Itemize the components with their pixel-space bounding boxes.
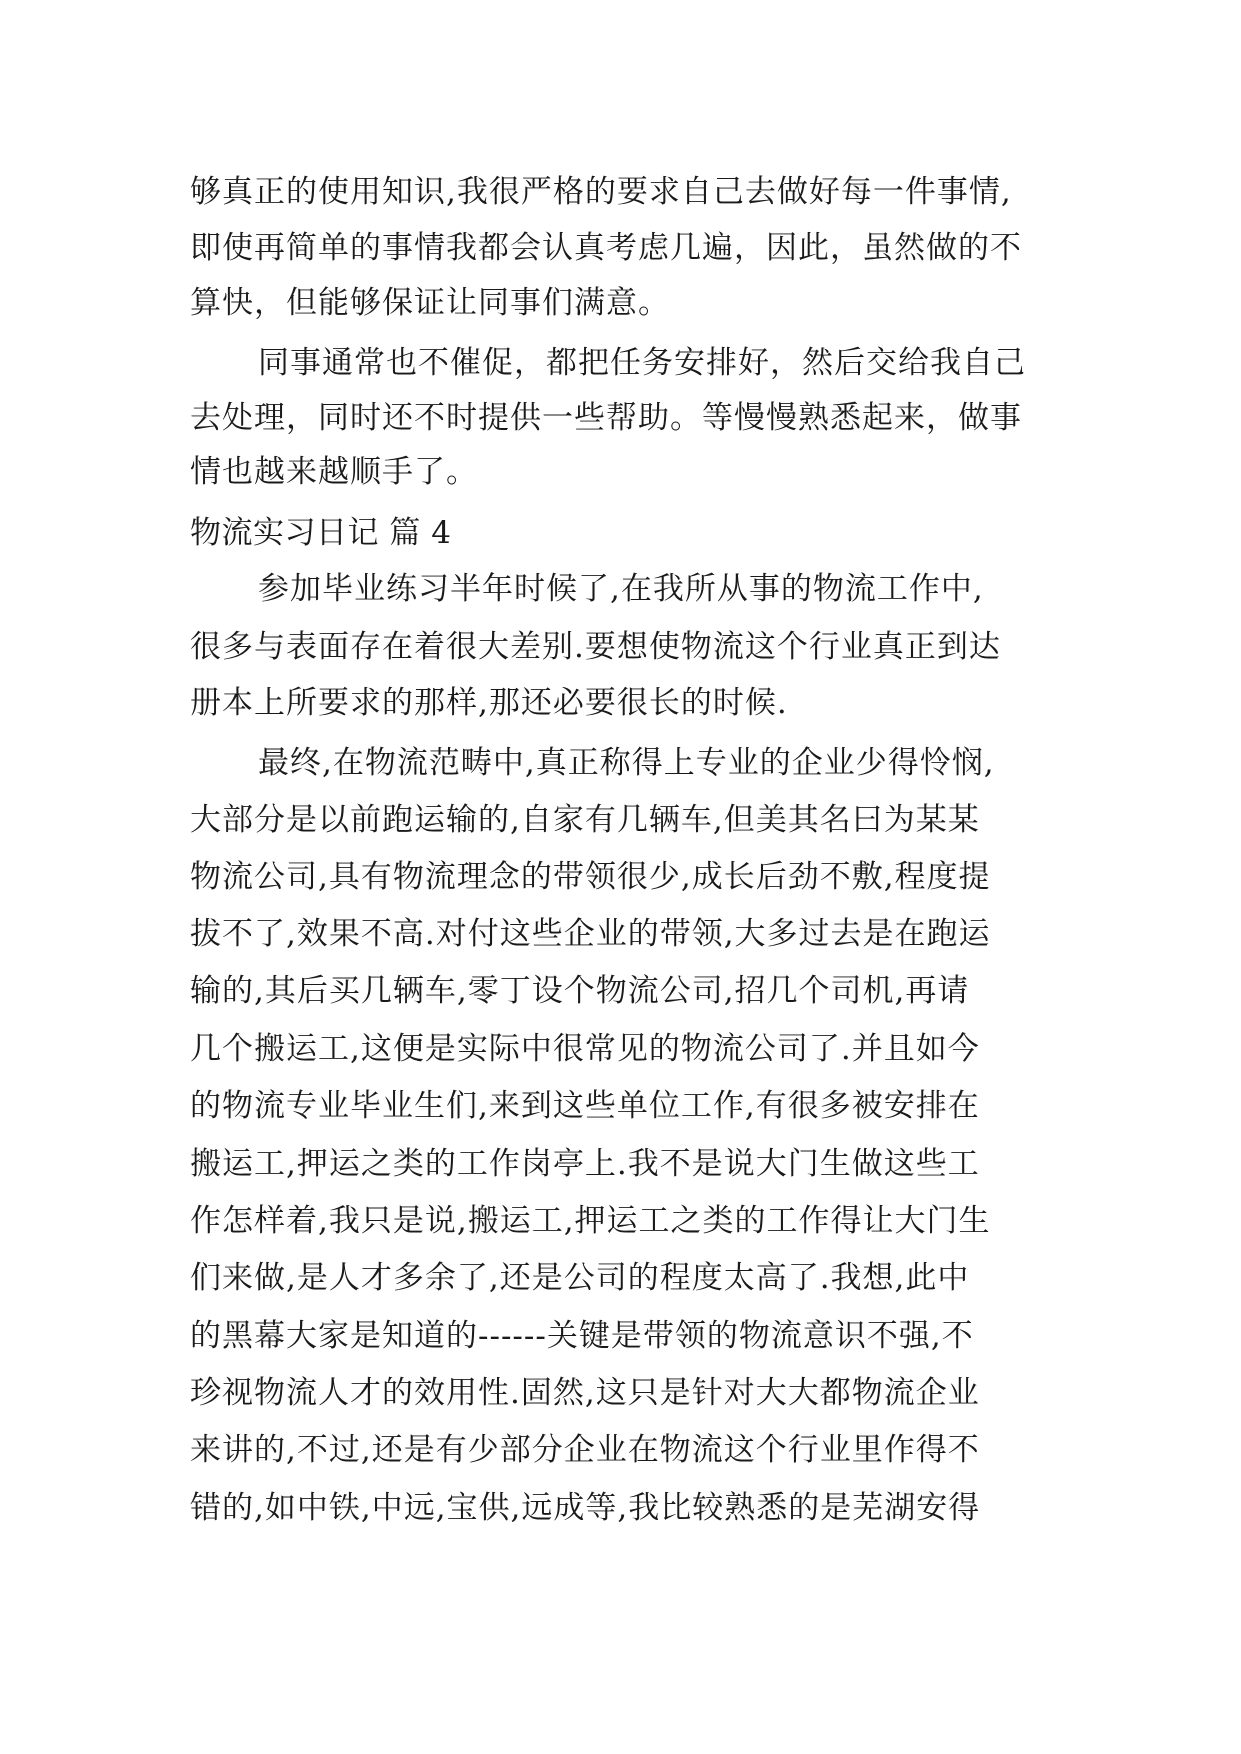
text-line: 参加毕业练习半年时候了,在我所从事的物流工作中, [258,571,984,607]
text-line: 去处理，同时还不时提供一些帮助。等慢慢熟悉起来，做事 [190,400,1022,436]
text-line: 搬运工,押运之类的工作岗亭上.我不是说大门生做这些工 [190,1146,980,1182]
text-line: 的黑幕大家是知道的------关键是带领的物流意识不强,不 [190,1318,974,1354]
text-line: 同事通常也不催促，都把任务安排好，然后交给我自己 [258,345,1026,381]
text-line: 情也越来越顺手了。 [190,454,478,490]
text-line: 很多与表面存在着很大差别.要想使物流这个行业真正到达 [190,629,1001,665]
text-line: 最终,在物流范畴中,真正称得上专业的企业少得怜悯, [258,745,995,781]
text-line: 输的,其后买几辆车,零丁设个物流公司,招几个司机,再请 [190,973,970,1009]
section-heading: 物流实习日记 篇 4 [190,515,452,551]
text-line: 物流公司,具有物流理念的带领很少,成长后劲不敷,程度提 [190,859,991,895]
text-line: 拔不了,效果不高.对付这些企业的带领,大多过去是在跑运 [190,916,991,952]
text-line: 即使再简单的事情我都会认真考虑几遍，因此，虽然做的不 [190,230,1022,266]
text-line: 错的,如中铁,中远,宝供,远成等,我比较熟悉的是芜湖安得 [190,1490,981,1526]
text-line: 珍视物流人才的效用性.固然,这只是针对大大都物流企业 [190,1375,980,1411]
text-line: 算快，但能够保证让同事们满意。 [190,285,670,321]
text-line: 们来做,是人才多余了,还是公司的程度太高了.我想,此中 [190,1260,970,1296]
text-line: 够真正的使用知识,我很严格的要求自己去做好每一件事情, [190,174,1012,210]
text-line: 册本上所要求的那样,那还必要很长的时候. [190,685,788,721]
text-line: 来讲的,不过,还是有少部分企业在物流这个行业里作得不 [190,1432,980,1468]
text-line: 的物流专业毕业生们,来到这些单位工作,有很多被安排在 [190,1088,980,1124]
text-line: 大部分是以前跑运输的,自家有几辆车,但美其名曰为某某 [190,802,980,838]
text-line: 作怎样着,我只是说,搬运工,押运工之类的工作得让大门生 [190,1203,991,1239]
text-line: 几个搬运工,这便是实际中很常见的物流公司了.并且如今 [190,1031,980,1067]
